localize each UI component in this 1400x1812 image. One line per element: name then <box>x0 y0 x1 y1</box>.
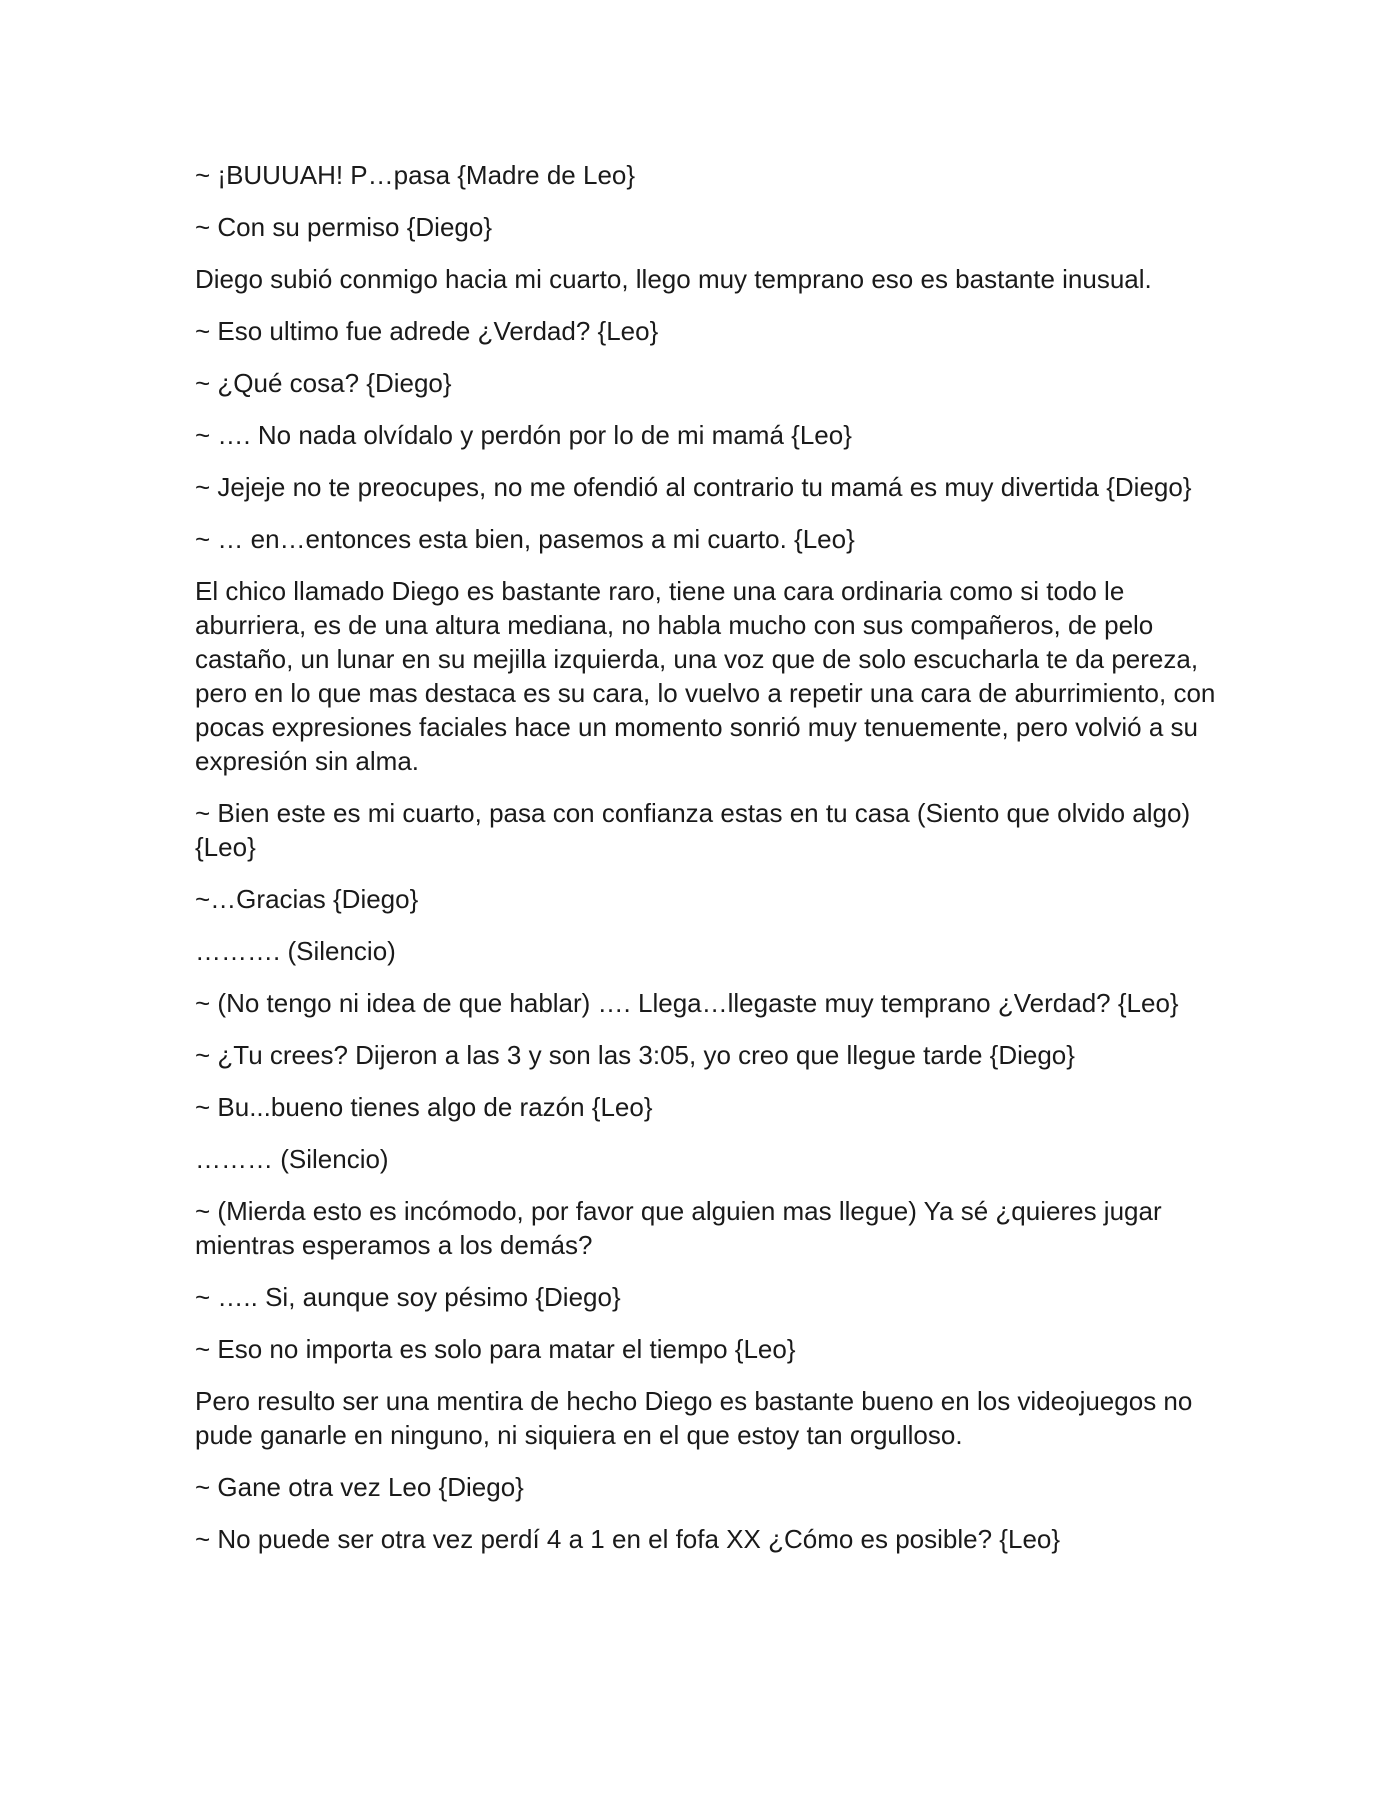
dialogue-line: ~ ¿Tu crees? Dijeron a las 3 y son las 3:05, yo creo que llegue tarde {Diego} <box>195 1040 1075 1070</box>
dialogue-line: ~ (No tengo ni idea de que hablar) …. Llega…llegaste muy temprano ¿Verdad? {Leo} <box>195 988 1179 1018</box>
narration-paragraph: El chico llamado Diego es bastante raro, tiene una cara ordinaria como si todo le aburriera, es de una altura mediana, no habla mucho con sus compañeros, de pelo castaño, un lunar en su mejilla izquierda, una voz que de solo escucharla te da pereza, pero en lo que mas destaca es su cara, lo vuelvo a repetir una cara de aburrimiento, con pocas expresiones faciales hace un momento sonrió muy tenuemente, pero volvió a su expresión sin alma. <box>195 576 1216 776</box>
silence-line: ………. (Silencio) <box>195 936 396 966</box>
dialogue-line: ~ Bien este es mi cuarto, pasa con confianza estas en tu casa (Siento que olvido algo) {Leo} <box>195 798 1191 862</box>
document-page <box>195 158 1225 1574</box>
dialogue-line: ~ …. No nada olvídalo y perdón por lo de mi mamá {Leo} <box>195 420 852 450</box>
silence-line: ……… (Silencio) <box>195 1144 389 1174</box>
dialogue-line: ~ Con su permiso {Diego} <box>195 212 493 242</box>
narration-paragraph: Pero resulto ser una mentira de hecho Diego es bastante bueno en los videojuegos no pude ganarle en ninguno, ni siquiera en el que estoy tan orgulloso. <box>195 1386 1193 1450</box>
narration-paragraph: Diego subió conmigo hacia mi cuarto, llego muy temprano eso es bastante inusual. <box>195 264 1152 294</box>
dialogue-line: ~ ¿Qué cosa? {Diego} <box>195 368 452 398</box>
dialogue-line: ~ Gane otra vez Leo {Diego} <box>195 1472 524 1502</box>
dialogue-line: ~…Gracias {Diego} <box>195 884 419 914</box>
dialogue-line: ~ Eso no importa es solo para matar el tiempo {Leo} <box>195 1334 796 1364</box>
dialogue-line: ~ No puede ser otra vez perdí 4 a 1 en el fofa XX ¿Cómo es posible? {Leo} <box>195 1524 1061 1554</box>
dialogue-line: ~ ….. Si, aunque soy pésimo {Diego} <box>195 1282 621 1312</box>
dialogue-line: ~ Jejeje no te preocupes, no me ofendió al contrario tu mamá es muy divertida {Diego} <box>195 472 1192 502</box>
dialogue-line: ~ … en…entonces esta bien, pasemos a mi cuarto. {Leo} <box>195 524 855 554</box>
dialogue-line: ~ ¡BUUUAH! P…pasa {Madre de Leo} <box>195 160 636 190</box>
dialogue-line: ~ (Mierda esto es incómodo, por favor que alguien mas llegue) Ya sé ¿quieres jugar mientras esperamos a los demás? <box>195 1196 1162 1260</box>
dialogue-line: ~ Bu...bueno tienes algo de razón {Leo} <box>195 1092 653 1122</box>
dialogue-line: ~ Eso ultimo fue adrede ¿Verdad? {Leo} <box>195 316 659 346</box>
